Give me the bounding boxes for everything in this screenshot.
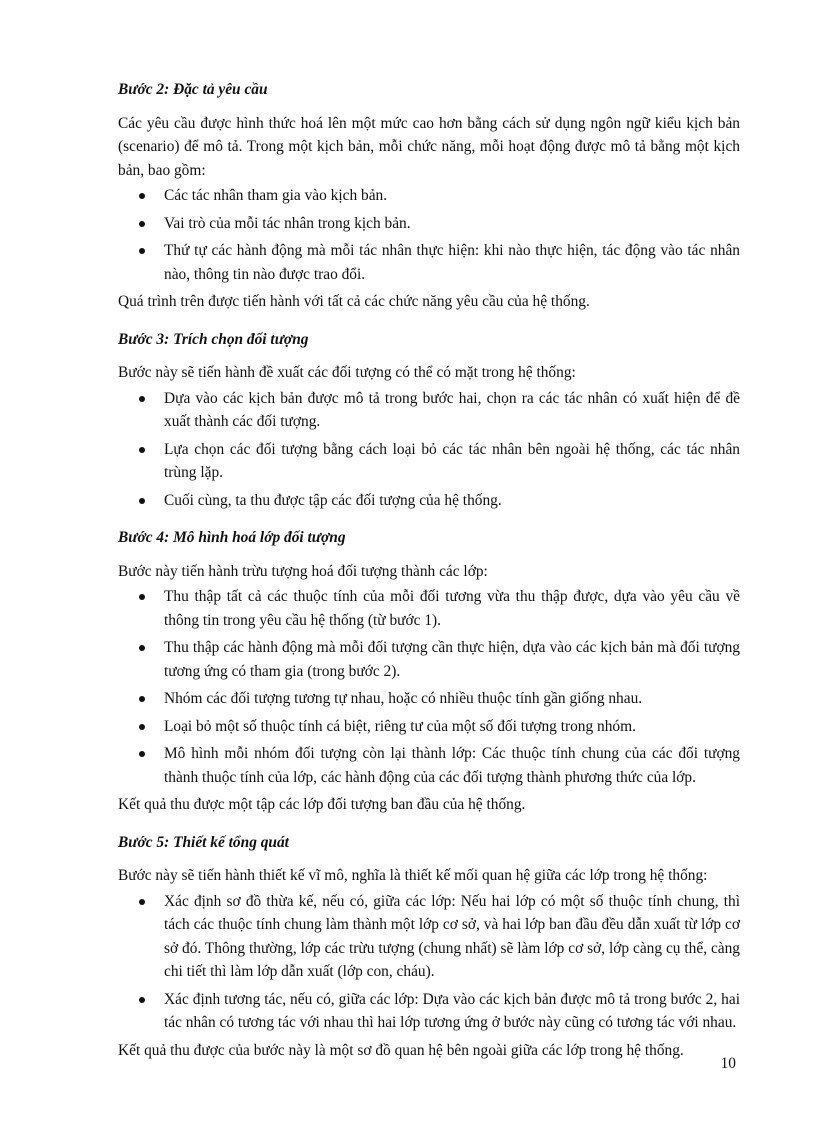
list-item: [118, 742, 740, 789]
paragraph: Các yêu cầu được hình thức hoá lên một mức cao hơn bằng cách sử dụng ngôn ngữ kiểu kịch bản (scenario) để mô tả. Trong một kịch bản, mỗi chức năng, mỗi hoạt động được mô tả bằng một kịch bản, bao gồm:: [118, 114, 740, 179]
paragraph: Quá trình trên được tiến hành với tất cả các chức năng yêu cầu của hệ thống.: [118, 293, 590, 310]
bullet-icon: [139, 645, 145, 651]
page-number: 10: [720, 1055, 736, 1072]
section-heading: Bước 2: Đặc tả yêu cầu: [118, 81, 268, 98]
list-item: [118, 585, 740, 632]
bullet-icon: [139, 396, 145, 402]
list-item-text: Lựa chọn các đối tượng bằng cách loại bỏ các tác nhân bên ngoài hệ thống, các tác nhân trùng lặp.: [164, 440, 740, 481]
bullet-list: [118, 184, 740, 286]
list-item: [118, 387, 740, 434]
paragraph: Bước này sẽ tiến hành thiết kế vĩ mô, nghĩa là thiết kế mối quan hệ giữa các lớp trong hệ thống:: [118, 867, 708, 884]
bullet-list: [118, 890, 740, 1035]
list-item-text: Thu thập tất cả các thuộc tính của mỗi đối tương vừa thu thập được, dựa vào yêu cầu về thông tin trong yêu cầu hệ thống (từ bước 1).: [164, 588, 740, 629]
list-item-text: Thứ tự các hành động mà mỗi tác nhân thực hiện: khi nào thực hiện, tác động vào tác nhân nào, thông tin nào được trao đổi.: [164, 242, 740, 283]
bullet-icon: [139, 594, 145, 600]
section-heading: Bước 5: Thiết kế tổng quát: [118, 833, 289, 851]
list-item-text: Thu thập các hành động mà mỗi đối tượng cần thực hiện, dựa vào các kịch bản mà đối tượng tương ứng có tham gia (trong bước 2).: [164, 639, 740, 680]
paragraph: Kết quả thu được của bước này là một sơ đồ quan hệ bên ngoài giữa các lớp trong hệ thống.: [118, 1041, 684, 1059]
list-item: [118, 890, 740, 984]
bullet-icon: [139, 221, 145, 227]
bullet-icon: [139, 248, 145, 254]
list-item: [118, 636, 740, 683]
bullet-icon: [139, 193, 145, 199]
bullet-icon: [139, 447, 145, 453]
list-item-text: Dựa vào các kịch bản được mô tả trong bước hai, chọn ra các tác nhân có xuất hiện để đề xuất thành các đối tượng.: [164, 389, 740, 430]
section-heading: Bước 4: Mô hình hoá lớp đối tượng: [118, 529, 346, 546]
list-item-text: Cuối cùng, ta thu được tập các đối tượng của hệ thống.: [164, 491, 502, 509]
list-item: [118, 988, 740, 1035]
list-item-text: Nhóm các đối tượng tương tự nhau, hoặc có nhiều thuộc tính gần giống nhau.: [164, 690, 643, 707]
bullet-list: [118, 387, 740, 513]
bullet-list: [118, 585, 740, 789]
bullet-icon: [139, 899, 145, 905]
list-item: [118, 438, 740, 485]
list-item-text: Vai trò của mỗi tác nhân trong kịch bản.: [164, 214, 411, 232]
bullet-icon: [139, 751, 145, 757]
list-item-text: Mô hình mỗi nhóm đối tượng còn lại thành lớp: Các thuộc tính chung của các đối tượng thành thuộc tính của lớp, các hành động của các đối tượng thành phương thức của lớp.: [164, 745, 740, 786]
list-item: [118, 212, 740, 236]
section-heading: Bước 3: Trích chọn đối tượng: [118, 330, 309, 348]
paragraph: Bước này sẽ tiến hành đề xuất các đối tượng có thể có mặt trong hệ thống:: [118, 364, 576, 381]
list-item-text: Xác định tương tác, nếu có, giữa các lớp: Dựa vào các kịch bản được mô tả trong bước 2, hai tác nhân có tương tác với nhau thì hai lớp tương ứng ở bước này cũng có tương tác với nhau.: [164, 990, 740, 1031]
list-item-text: Xác định sơ đồ thừa kế, nếu có, giữa các lớp: Nếu hai lớp có một số thuộc tính chung, thì tách các thuộc tính chung làm thành một lớp cơ sở, và hai lớp ban đầu đều dẫn xuất từ lớp cơ sở đó. Thông thường, lớp các trừu tượng (chung nhất) sẽ làm lớp cơ sở, lớp càng cụ thể, càng chi tiết thì làm lớp dẫn xuất (lớp con, cháu).: [164, 892, 740, 980]
list-item: [118, 715, 740, 739]
paragraph: Bước này tiến hành trừu tượng hoá đối tượng thành các lớp:: [118, 562, 488, 580]
list-item-text: Loại bỏ một số thuộc tính cá biệt, riêng tư của một số đối tượng trong nhóm.: [164, 717, 636, 735]
bullet-icon: [139, 498, 145, 504]
list-item: [118, 184, 740, 208]
list-item: [118, 489, 740, 513]
bullet-icon: [139, 696, 145, 702]
list-item: [118, 687, 740, 711]
list-item: [118, 239, 740, 286]
document-body: [118, 78, 740, 1062]
bullet-icon: [139, 724, 145, 730]
list-item-text: Các tác nhân tham gia vào kịch bản.: [164, 187, 388, 204]
paragraph: Kết quả thu được một tập các lớp đối tượng ban đầu của hệ thống.: [118, 796, 526, 813]
bullet-icon: [139, 997, 145, 1003]
